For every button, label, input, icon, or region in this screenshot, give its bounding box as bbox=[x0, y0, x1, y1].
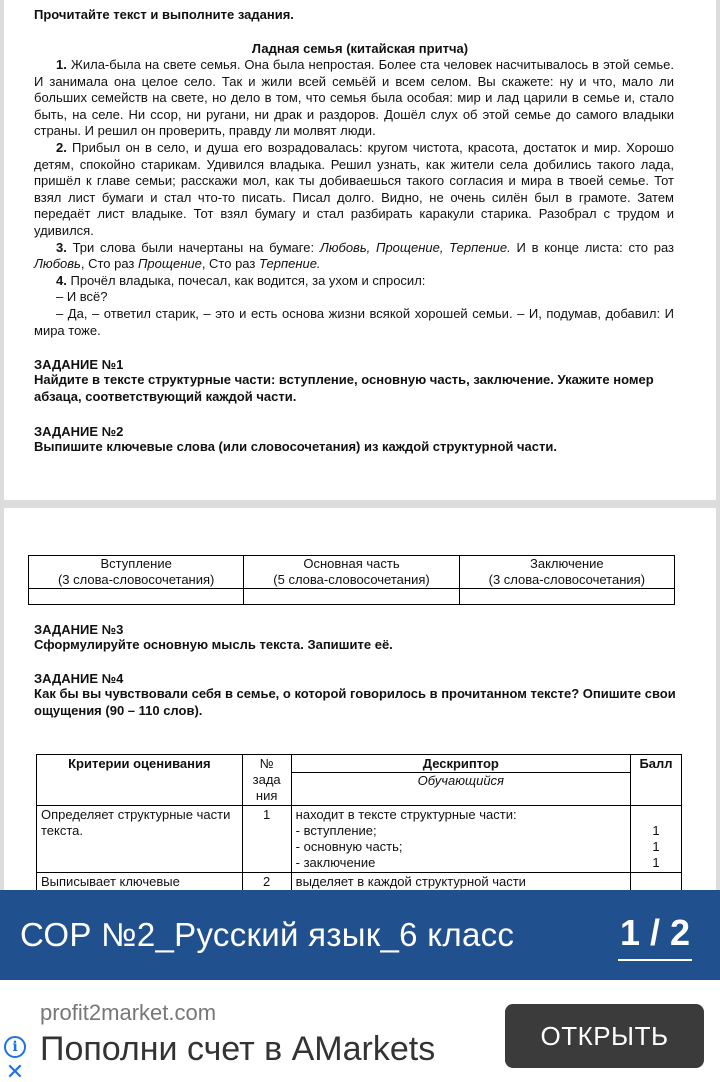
document-title: СОР №2_Русский язык_6 класс bbox=[20, 916, 515, 953]
task-3 bbox=[34, 622, 684, 654]
task-number-2: 2 bbox=[242, 873, 291, 892]
task-number-header: № зада ния bbox=[242, 755, 291, 806]
score-row-2 bbox=[631, 873, 682, 892]
intro-instruction: Прочитайте текст и выполните задания. bbox=[34, 7, 294, 22]
task-4-heading: ЗАДАНИЕ №4 bbox=[34, 671, 124, 686]
paragraph-1: 1. Жила-была на свете семья. Она была непростая. Более ста человек насчитывалось в этой семье. И занимала она целое село. Так и жили всей семьёй и всем селом. Вы скажете: ну и что, мало ли больших семейств на свете, но дело в том, что семья была особая: мир и лад царили в семье и, стало быть, на селе. Ни ссор, ни ругани, ни драк и раздоров. Дошёл слух об этой семье до самого владыки страны. И решил он проверить, правду ли молвят люди. bbox=[34, 57, 674, 139]
paragraph-4: 4. Прочёл владыка, почесал, как водится, за ухом и спросил: bbox=[56, 272, 426, 288]
paragraph-5: – И всё? bbox=[56, 289, 108, 305]
descriptor-row-1: находит в тексте структурные части: - вступление; - основную часть; - заключение bbox=[291, 806, 630, 873]
structure-col-main: Основная часть (5 слова-словосочетания) bbox=[244, 556, 459, 589]
task-2 bbox=[34, 424, 674, 456]
story-title: Ладная семья (китайская притча) bbox=[251, 41, 469, 56]
ad-open-button[interactable]: ОТКРЫТЬ bbox=[505, 1004, 704, 1068]
paragraph-3: 3. Три слова были начертаны на бумаге: Любовь, Прощение, Терпение. И в конце листа: сто раз Любовь, Сто раз Прощение, Сто раз Терпение. bbox=[34, 239, 674, 272]
structure-table bbox=[28, 555, 675, 605]
task-1-heading: ЗАДАНИЕ №1 bbox=[34, 357, 124, 372]
document-page-2 bbox=[4, 508, 716, 908]
page-indicator-underline bbox=[618, 959, 692, 961]
task-3-text: Сформулируйте основную мысль текста. Запишите её. bbox=[34, 637, 393, 652]
task-1 bbox=[34, 357, 674, 405]
task-1-text: Найдите в тексте структурные части: вступление, основную часть, заключение. Укажите номер абзаца, соответствующий каждой части. bbox=[34, 372, 654, 404]
ad-banner[interactable] bbox=[0, 980, 720, 1082]
criteria-table bbox=[36, 754, 682, 892]
close-icon[interactable]: ✕ bbox=[5, 1059, 25, 1082]
task-4 bbox=[34, 671, 684, 719]
structure-cell-empty bbox=[459, 589, 674, 605]
task-number-1: 1 bbox=[242, 806, 291, 873]
score-header: Балл bbox=[631, 755, 682, 806]
task-2-text: Выпишите ключевые слова (или словосочетания) из каждой структурной части. bbox=[34, 439, 557, 454]
structure-cell-empty bbox=[29, 589, 244, 605]
story-text bbox=[34, 57, 674, 339]
criteria-row-1: Определяет структурные части текста. bbox=[37, 806, 243, 873]
criteria-header: Критерии оценивания bbox=[37, 755, 243, 806]
paragraph-2: 2. Прибыл он в село, и душа его возрадовалась: кругом чистота, красота, достаток и мир. Хорошо детям, спокойно старикам. Удивился владыка. Решил узнать, как жители села добились такого лада, пришёл к главе семьи; расскажи мол, как ты добиваешься такого согласия и мира в твоей семье. Тот взял лист бумаги и стал что-то писать. Писал долго. Видно, не очень силён был в грамоте. Затем передаёт лист владыке. Тот взял бумагу и стал разбирать каракули старика. Разобрал с трудом и удивился. bbox=[34, 139, 674, 238]
structure-col-conclusion: Заключение (3 слова-словосочетания) bbox=[459, 556, 674, 589]
score-row-1: 1 1 1 bbox=[631, 806, 682, 873]
structure-col-intro: Вступление (3 слова-словосочетания) bbox=[29, 556, 244, 589]
descriptor-header: Дескриптор Обучающийся bbox=[291, 755, 630, 806]
document-page-1 bbox=[4, 0, 716, 500]
criteria-row-2: Выписывает ключевые bbox=[37, 873, 243, 892]
page-indicator[interactable]: 1 / 2 bbox=[619, 912, 691, 953]
task-3-heading: ЗАДАНИЕ №3 bbox=[34, 622, 124, 637]
paragraph-6: – Да, – ответил старик, – это и есть основа жизни всякой хорошей семьи. – И, подумав, добавил: И мира тоже. bbox=[34, 305, 674, 338]
document-title-banner bbox=[0, 890, 720, 980]
ad-headline[interactable]: Пополни счет в AMarkets bbox=[40, 1030, 436, 1068]
descriptor-row-2: выделяет в каждой структурной части bbox=[291, 873, 630, 892]
ad-domain: profit2market.com bbox=[40, 1000, 217, 1025]
structure-cell-empty bbox=[244, 589, 459, 605]
task-2-heading: ЗАДАНИЕ №2 bbox=[34, 424, 124, 439]
task-4-text: Как бы вы чувствовали себя в семье, о которой говорилось в прочитанном тексте? Опишите свои ощущения (90 – 110 слов). bbox=[34, 686, 676, 718]
info-icon[interactable]: i bbox=[4, 1036, 26, 1058]
